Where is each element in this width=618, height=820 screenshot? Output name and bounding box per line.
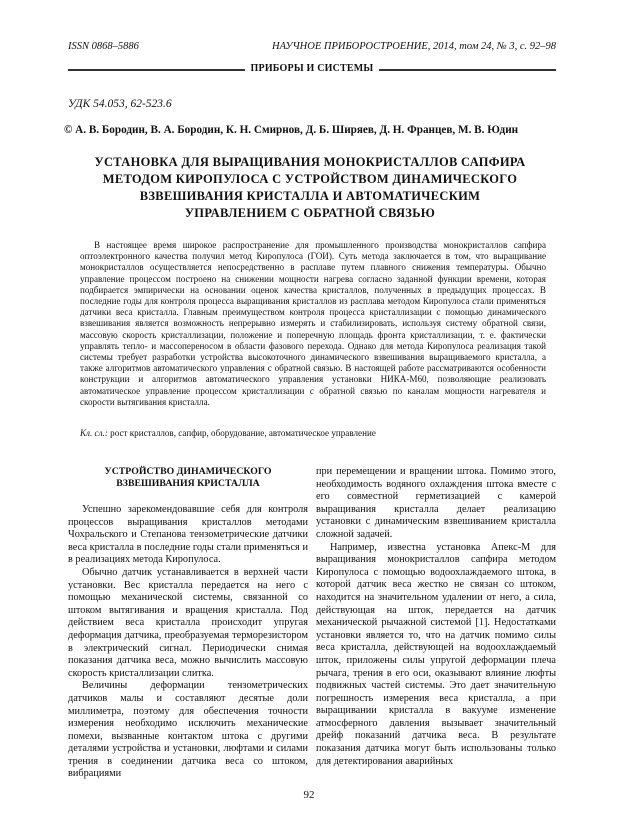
title-line: УПРАВЛЕНИЕМ С ОБРАТНОЙ СВЯЗЬЮ <box>184 206 436 220</box>
page-number: 92 <box>303 789 315 801</box>
section-heading: УСТРОЙСТВО ДИНАМИЧЕСКОГО ВЗВЕШИВАНИЯ КРИСТАЛЛА <box>104 466 272 489</box>
rubric-label: ПРИБОРЫ И СИСТЕМЫ <box>245 63 380 74</box>
body-paragraph: Обычно датчик устанавливается в верхней части установки. Вес кристалла передается на него с помощью механической системы, связанной со штоком вытягивания и вращения кристалла. Под действием веса кристалла происходит упругая деформация датчика, преобразуемая терморезистором в электрический сигнал. Периодически снимая показания датчика веса, можно вычислить массовую скорость кристаллизации слитка. <box>68 566 308 679</box>
keywords <box>80 428 550 439</box>
abstract: В настоящее время широкое распространение для промышленного производства монокристаллов сапфира оптоэлектронного качества получил метод Киропулоса (ГОИ). Суть метода заключается в том, что выращивание монокристаллов осуществляется непосредственно в расплаве путем плавного снижения температуры. Обычно управление процессом построено на снижении мощности нагрева согласно заданной функции времени, которая подбирается эмпирически на основании оценок качества кристаллов, полученных в предыдущих процессах. В последние годы для контроля процесса выращивания кристаллов из расплава методом Киропулоса стали применяться датчики веса кристалла. Главным преимуществом контроля процесса кристаллизации с помощью динамического взвешивания является возможность непрерывно измерять и стабилизировать, используя систему обратной связи, массовую скорость кристаллизации, положение и поперечную площадь фронта кристаллизации, т. е. фактически управлять тепло- и массопереносом в области фазового перехода. Однако для метода Киропулоса реализация такой системы требует разработки устройства высокоточного динамического взвешивания выращиваемого кристалла, а также алгоритмов автоматического управления с обратной связью. В настоящей работе рассматриваются особенности конструкции и алгоритмов автоматического управления установки НИКА-М60, позволяющие реализовать автоматическое управление процессом кристаллизации с обратной связью по каналам мощности нагревателя и скорости вытягивания кристалла. <box>80 240 546 407</box>
udk-code: УДК 54.053, 62-523.6 <box>68 98 172 110</box>
journal-issn: ISSN 0868–5886 <box>68 41 139 52</box>
left-column <box>68 466 308 781</box>
body-paragraph: Величины деформации тензометрических датчиков малы и составляют десятые доли миллиметра, поэтому для обеспечения точности измерения необходимо исключить механические помехи, вызванные контактом штока с другими деталями устройства и установки, люфтами и силами трения в соединении датчика веса со штоком, вибрациями <box>68 680 308 780</box>
title-line: УСТАНОВКА ДЛЯ ВЫРАЩИВАНИЯ МОНОКРИСТАЛЛОВ САПФИРА <box>94 155 526 169</box>
title-line: МЕТОДОМ КИРОПУЛОСА С УСТРОЙСТВОМ ДИНАМИЧЕСКОГО <box>102 172 518 186</box>
section-rubric <box>68 63 556 75</box>
body-paragraph: Успешно зарекомендовавшие себя для контроля процессов выращивания кристаллов методами Чохральского и Степанова тензометрические датчики веса кристалла в последние годы стали применяться и в реализациях метода Киропулоса. <box>68 504 308 566</box>
body-paragraph: Например, известна установка Апекс-М для выращивания монокристаллов сапфира методом Киропулоса с помощью водоохлаждаемого штока, в которой датчик веса жестко не связан со штоком, находится на значительном удалении от него, а сила, действующая на шток, передается на датчик механической рычажной системой [1]. Недостатками установки является то, что на датчик помимо силы веса кристалла, действующей на водоохлаждаемый шток, приложены силы упругой деформации плеча рычага, трения в его оси, оказывают влияние люфты подвижных частей системы. Это дает значительную погрешность измерения веса кристалла, а при выращивании кристалла в вакууме изменение атмосферного давления вызывает значительный дрейф показаний датчика веса. В результате показания датчика могут быть использованы только для детектирования аварийных <box>316 541 556 767</box>
keywords-text: рост кристаллов, сапфир, оборудование, автоматическое управление <box>110 428 376 438</box>
journal-citation: НАУЧНОЕ ПРИБОРОСТРОЕНИЕ, 2014, том 24, № 3, с. 92–98 <box>272 41 556 52</box>
paper-title <box>60 154 560 222</box>
keywords-label: Кл. сл.: <box>80 428 108 438</box>
authors-line: © А. В. Бородин, В. А. Бородин, К. Н. Смирнов, Д. Б. Ширяев, Д. Н. Францев, М. В. Юдин <box>64 124 519 136</box>
right-column <box>316 466 556 768</box>
title-line: ВЗВЕШИВАНИЯ КРИСТАЛЛА И АВТОМАТИЧЕСКИМ <box>139 189 481 203</box>
body-paragraph: при перемещении и вращении штока. Помимо этого, необходимость водяного охлаждения штока вместе с его совместной герметизацией с камерой выращивания кристалла делает реализацию установки с динамическим взвешиванием кристалла сложной задачей. <box>316 466 556 540</box>
